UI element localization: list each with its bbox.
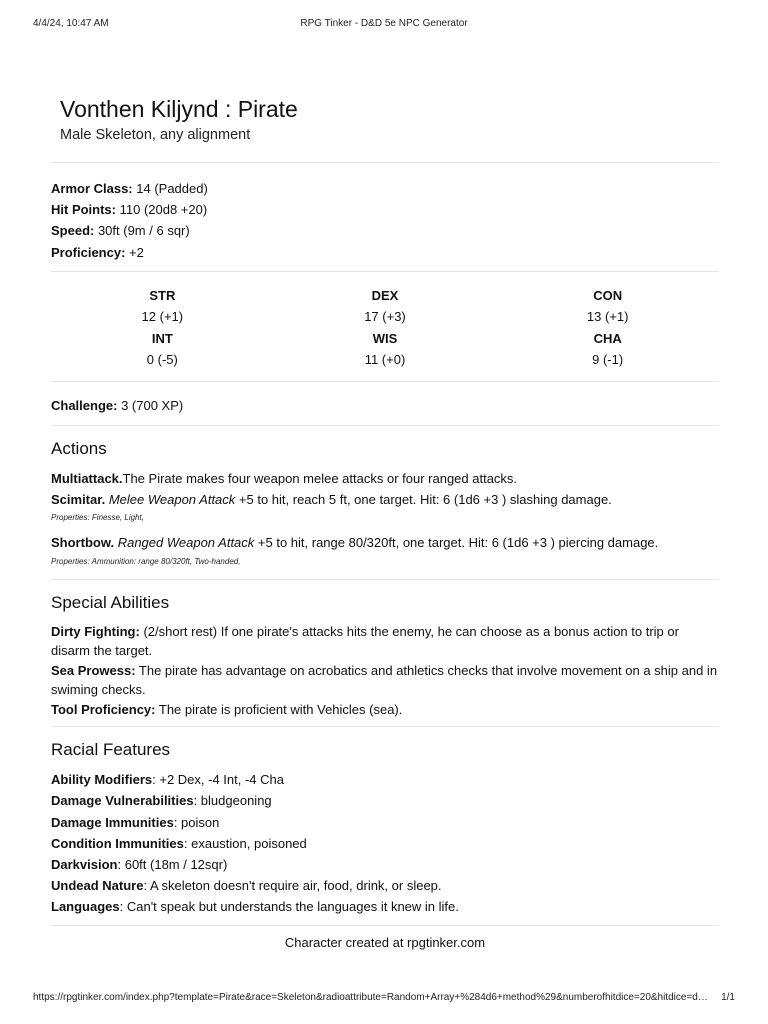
npc-subtitle: Male Skeleton, any alignment — [60, 127, 251, 143]
ability-name: CON — [593, 287, 623, 303]
proficiency-line — [51, 242, 719, 263]
action-name: Shortbow. — [51, 535, 115, 551]
page-count: 1/1 — [721, 992, 735, 1003]
ability-tool-proficiency — [51, 700, 719, 720]
ability-value: 13 (+1) — [586, 309, 629, 325]
print-header — [33, 18, 735, 32]
racial-damage-immunities — [51, 812, 719, 833]
action-text: +5 to hit, reach 5 ft, one target. Hit: 6 (1d6 +3 ) slashing damage. — [235, 492, 612, 508]
feature-text: : A skeleton doesn't require air, food, drink, or sleep. — [143, 878, 442, 894]
print-page-title: RPG Tinker - D&D 5e NPC Generator — [300, 18, 468, 29]
feature-label: Undead Nature — [51, 878, 144, 894]
action-shortbow — [51, 532, 719, 553]
action-text: The Pirate makes four weapon melee attacks or four ranged attacks. — [122, 471, 518, 487]
challenge-value: 3 (700 XP) — [117, 397, 184, 413]
racial-ability-modifiers — [51, 769, 719, 790]
ability-value: 11 (+0) — [364, 352, 406, 368]
feature-label: Condition Immunities — [51, 835, 184, 851]
ability-wis — [274, 328, 497, 371]
credit-line: Character created at rpgtinker.com — [284, 934, 486, 950]
feature-text: : bludgeoning — [193, 793, 272, 809]
feature-label: Darkvision — [51, 856, 118, 872]
hit-points-value: 110 (20d8 +20) — [116, 202, 208, 218]
action-text: +5 to hit, range 80/320ft, one target. Hit: 6 (1d6 +3 ) piercing damage. — [254, 535, 659, 551]
armor-class-line — [51, 178, 719, 199]
ability-value: 0 (-5) — [146, 352, 178, 368]
feature-text: : +2 Dex, -4 Int, -4 Cha — [152, 772, 284, 788]
action-scimitar — [51, 489, 719, 510]
actions-heading: Actions — [51, 439, 107, 459]
ability-value: 17 (+3) — [364, 309, 406, 325]
feature-label: Damage Vulnerabilities — [51, 793, 194, 809]
action-multiattack — [51, 468, 719, 489]
ability-text: The pirate is proficient with Vehicles (sea). — [155, 701, 403, 717]
feature-text: : exaustion, poisoned — [183, 835, 307, 851]
speed-label: Speed: — [51, 223, 95, 239]
speed-value: 30ft (9m / 6 sqr) — [94, 223, 190, 239]
feature-text: : poison — [173, 814, 220, 830]
ability-label: Dirty Fighting: — [51, 623, 140, 639]
basic-stats — [51, 163, 719, 272]
npc-sheet — [51, 94, 719, 953]
racial-darkvision — [51, 854, 719, 875]
actions-section — [51, 426, 719, 580]
attack-type: Melee Weapon Attack — [108, 492, 236, 508]
ability-value: 12 (+1) — [141, 309, 184, 325]
ability-name: STR — [149, 287, 176, 303]
special-abilities-heading: Special Abilities — [51, 592, 170, 612]
npc-name: Vonthen Kiljynd : Pirate — [60, 96, 298, 122]
ability-name: INT — [151, 330, 173, 346]
action-name: Multiattack. — [51, 471, 123, 487]
action-name: Scimitar. — [51, 492, 106, 508]
ability-name: CHA — [593, 330, 622, 346]
armor-class-label: Armor Class: — [51, 181, 133, 196]
ability-text: (2/short rest) If one pirate's attacks hits the enemy, he can choose as a bonus action to trip or disarm the target. — [51, 623, 679, 659]
feature-text: : 60ft (18m / 12sqr) — [117, 856, 228, 872]
ability-int — [51, 328, 274, 371]
ability-sea-prowess — [51, 661, 719, 700]
npc-header — [51, 94, 719, 163]
feature-text: : Can't speak but understands the languages it knew in life. — [119, 899, 459, 915]
ability-value: 9 (-1) — [592, 352, 624, 368]
racial-damage-vulnerabilities — [51, 790, 719, 811]
print-url: https://rpgtinker.com/index.php?template=Pirate&race=Skeleton&radioattribute=Random+Array+%284d6+method%29&numberofhitdice=20&hitdice=d… — [33, 992, 708, 1003]
ability-con — [496, 285, 719, 328]
armor-class-value: 14 (Padded) — [132, 181, 208, 196]
racial-undead-nature — [51, 875, 719, 896]
racial-features-heading: Racial Features — [51, 740, 171, 760]
racial-languages — [51, 896, 719, 917]
special-abilities-section — [51, 580, 719, 728]
ability-dex — [274, 285, 497, 328]
feature-label: Ability Modifiers — [51, 772, 153, 788]
ability-text: The pirate has advantage on acrobatics and athletics checks that involve movement on a ship and in swiming checks. — [51, 662, 718, 698]
ability-name: DEX — [371, 287, 399, 303]
weapon-properties: Properties: Finesse, Light, — [51, 513, 144, 523]
print-date: 4/4/24, 10:47 AM — [33, 18, 109, 29]
ability-cha — [496, 328, 719, 371]
ability-scores — [51, 272, 719, 382]
ability-name: WIS — [372, 330, 398, 346]
feature-label: Damage Immunities — [51, 814, 174, 830]
hit-points-label: Hit Points: — [51, 202, 116, 218]
speed-line — [51, 220, 719, 241]
racial-features-section — [51, 727, 719, 925]
proficiency-label: Proficiency: — [51, 244, 126, 260]
attack-type: Ranged Weapon Attack — [117, 535, 255, 551]
proficiency-value: +2 — [125, 244, 144, 260]
challenge-label: Challenge: — [51, 397, 118, 413]
ability-str — [51, 285, 274, 328]
ability-label: Sea Prowess: — [51, 662, 136, 678]
racial-condition-immunities — [51, 833, 719, 854]
challenge-rating — [51, 382, 719, 426]
hit-points-line — [51, 199, 719, 220]
weapon-properties: Properties: Ammunition: range 80/320ft, Two-handed, — [51, 556, 241, 566]
ability-label: Tool Proficiency: — [51, 701, 156, 717]
ability-dirty-fighting — [51, 622, 719, 661]
feature-label: Languages — [51, 899, 120, 915]
print-footer — [33, 992, 735, 1006]
